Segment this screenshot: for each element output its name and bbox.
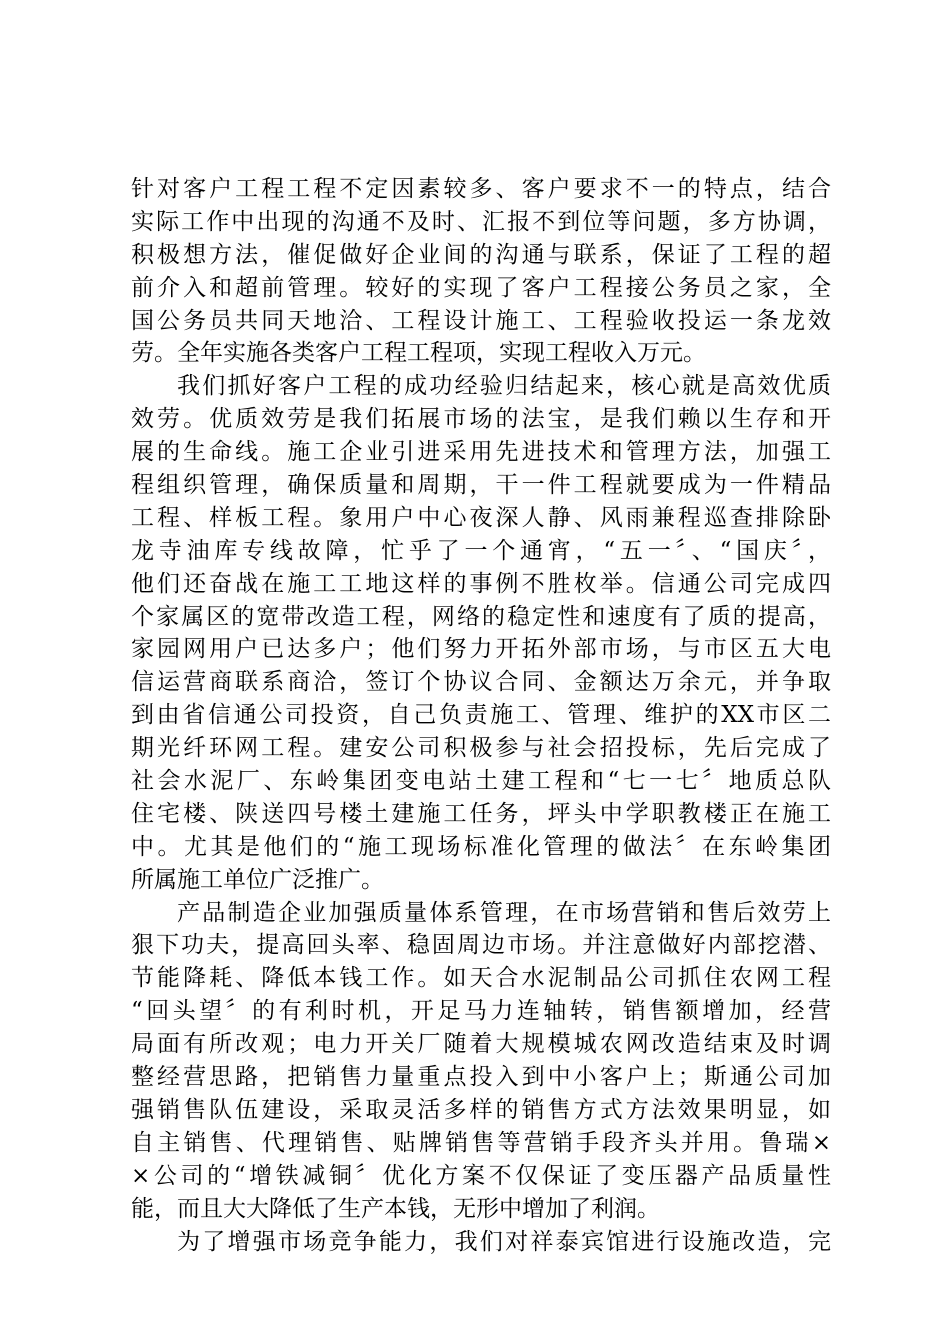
paragraph-2-line-3: 展的生命线。施工企业引进采用先进技术和管理方法，加强工 — [131, 439, 831, 466]
paragraph-2-line-5: 工程、样板工程。象用户中心夜深人静、风雨兼程巡查排除卧 — [131, 504, 831, 531]
paragraph-3-line-2: 狠下功夫，提高回头率、稳固周边市场。并注意做好内部挖潜、 — [131, 932, 831, 959]
paragraph-1-line-4: 前介入和超前管理。较好的实现了客户工程接公务员之家，全 — [131, 274, 831, 301]
paragraph-2-line-2: 效劳。优质效劳是我们拓展市场的法宝，是我们赖以生存和开 — [131, 406, 831, 433]
paragraph-3-line-9: ×公司的“增铁减铜〞优化方案不仅保证了变压器产品质量性 — [131, 1162, 831, 1189]
paragraph-1-line-1: 针对客户工程工程不定因素较多、客户要求不一的特点，结合 — [131, 176, 831, 202]
document-body — [131, 173, 831, 1258]
paragraph-3-line-4: “回头望〞的有利时机，开足马力连轴转，销售额增加，经营 — [131, 998, 831, 1025]
paragraph-2-line-9: 家园网用户已达多户；他们努力开拓外部市场，与市区五大电 — [131, 636, 831, 663]
paragraph-1-line-5: 国公务员共同天地洽、工程设计施工、工程验收投运一条龙效 — [131, 307, 831, 334]
paragraph-2-line-4: 程组织管理，确保质量和周期，干一件工程就要成为一件精品 — [131, 472, 831, 499]
paragraph-1-line-2: 实际工作中出现的沟通不及时、汇报不到位等问题，多方协调， — [131, 208, 831, 235]
paragraph-2-line-12: 期光纤环网工程。建安公司积极参与社会招投标，先后完成了 — [131, 735, 831, 762]
paragraph-3-line-3: 节能降耗、降低本钱工作。如天合水泥制品公司抓住农网工程 — [131, 965, 831, 992]
paragraph-3-line-8: 自主销售、代理销售、贴牌销售等营销手段齐头并用。鲁瑞× — [131, 1129, 831, 1156]
paragraph-3-line-5: 局面有所改观；电力开关厂随着大规模城农网改造结束及时调 — [131, 1031, 831, 1058]
paragraph-2-line-16: 所属施工单位广泛推广。 — [131, 866, 384, 893]
paragraph-3-line-10: 能，而且大大降低了生产本钱，无形中增加了利润。 — [131, 1195, 660, 1222]
paragraph-2-line-14: 住宅楼、陕送四号楼土建施工任务，坪头中学职教楼正在施工 — [131, 800, 831, 827]
paragraph-2-line-6: 龙寺油库专线故障，忙乎了一个通宵，“五一〞、“国庆〞， — [131, 537, 831, 564]
paragraph-2-line-10: 信运营商联系商洽，签订个协议合同、金额达万余元，并争取 — [131, 669, 831, 696]
paragraph-2-line-8: 个家属区的宽带改造工程，网络的稳定性和速度有了质的提高， — [131, 603, 831, 630]
paragraph-2-line-11: 到由省信通公司投资，自己负责施工、管理、维护的XX市区二 — [131, 702, 831, 729]
paragraph-2-line-7: 他们还奋战在施工工地这样的事例不胜枚举。信通公司完成四 — [131, 570, 831, 597]
paragraph-2-line-15: 中。尤其是他们的“施工现场标准化管理的做法〞在东岭集团 — [131, 833, 831, 860]
paragraph-3-line-1: 产品制造企业加强质量体系管理，在市场营销和售后效劳上 — [177, 899, 831, 926]
paragraph-1-line-6: 劳。全年实施各类客户工程工程项，实现工程收入万元。 — [131, 340, 706, 367]
paragraph-2-line-1: 我们抓好客户工程的成功经验归结起来，核心就是高效优质 — [177, 373, 831, 400]
paragraph-3-line-7: 强销售队伍建设，采取灵活多样的销售方式方法效果明显，如 — [131, 1096, 831, 1123]
paragraph-3-line-6: 整经营思路，把销售力量重点投入到中小客户上；斯通公司加 — [131, 1064, 831, 1091]
paragraph-4-line-1: 为了增强市场竞争能力，我们对祥泰宾馆进行设施改造，完 — [177, 1228, 831, 1255]
paragraph-1-line-3: 积极想方法，催促做好企业间的沟通与联系，保证了工程的超 — [131, 241, 831, 268]
paragraph-2-line-13: 社会水泥厂、东岭集团变电站土建工程和“七一七〞地质总队 — [131, 768, 831, 795]
